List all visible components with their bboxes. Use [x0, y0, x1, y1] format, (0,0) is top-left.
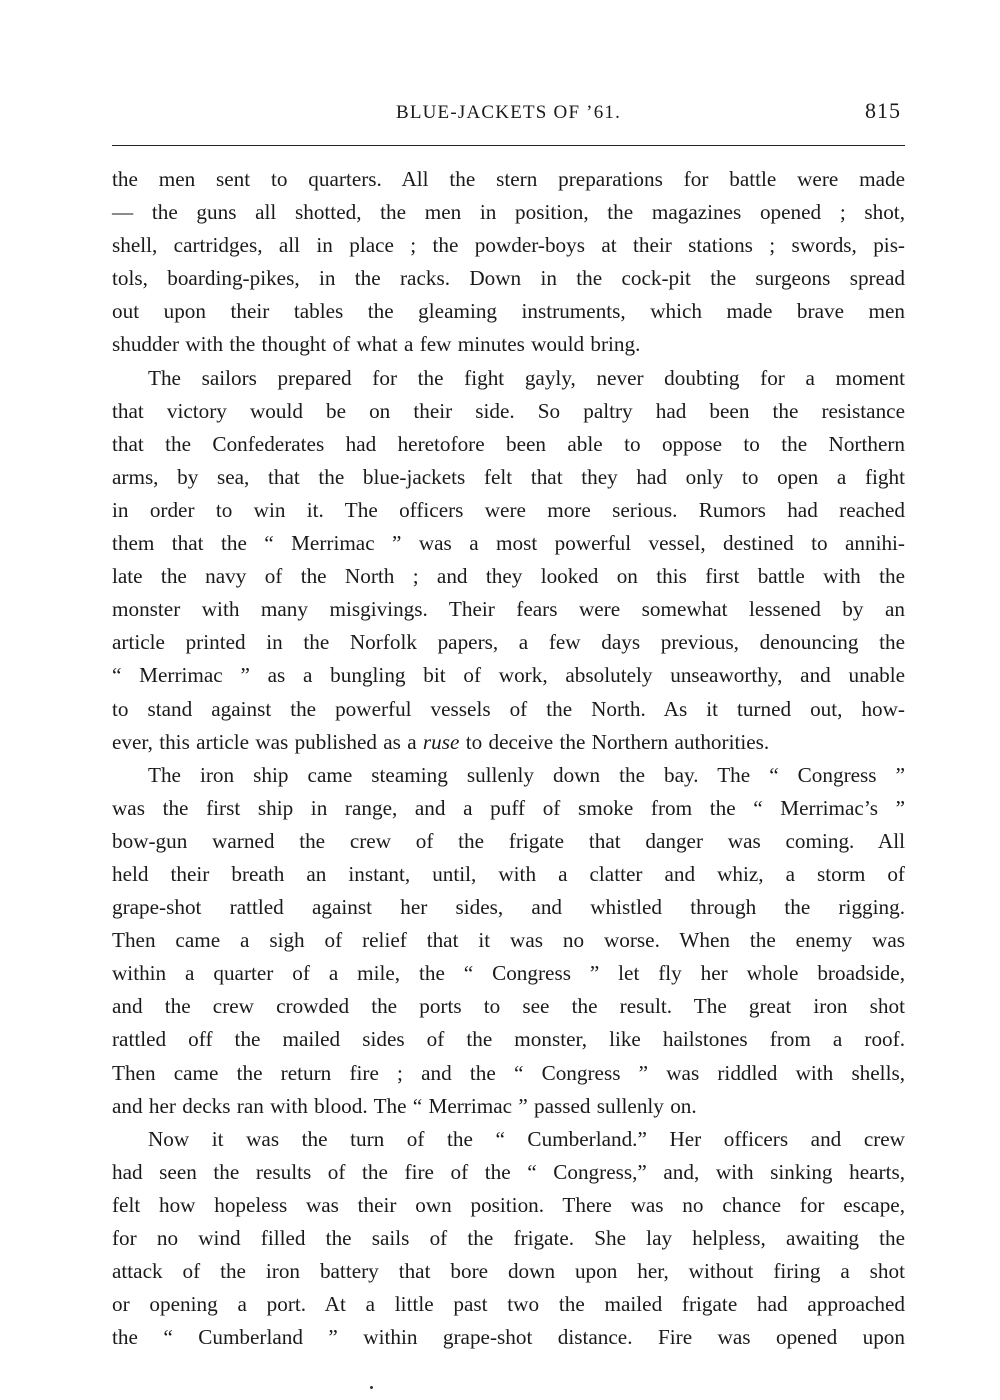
text-line: article printed in the Norfolk papers, a few days previous, denouncing the	[112, 630, 905, 655]
text-line: Then came a sigh of relief that it was no worse. When the enemy was	[112, 928, 905, 953]
text-line: tols, boarding-pikes, in the racks. Down in the cock-pit the surgeons spread	[112, 266, 905, 291]
text-line: shudder with the thought of what a few minutes would bring.	[112, 332, 641, 357]
text-line: The sailors prepared for the fight gayly, never doubting for a moment	[148, 365, 905, 390]
text-line: had seen the results of the fire of the “ Congress,” and, with sinking hearts,	[112, 1159, 905, 1184]
text-line	[112, 726, 905, 759]
text-line: felt how hopeless was their own position. There was no chance for escape,	[112, 1192, 905, 1217]
text-line: monster with many misgivings. Their fears were somewhat lessened by an	[112, 597, 905, 622]
page-number: 815	[865, 98, 901, 123]
text-line: The iron ship came steaming sullenly down the bay. The “ Congress ”	[148, 762, 905, 787]
text-line: within a quarter of a mile, the “ Congress ” let fly her whole broadside,	[112, 961, 905, 986]
paragraph	[112, 759, 905, 1123]
text-line: — the guns all shotted, the men in position, the magazines opened ; shot,	[112, 200, 905, 225]
text-line: the “ Cumberland ” within grape-shot distance. Fire was opened upon	[112, 1325, 905, 1350]
paragraph	[112, 163, 905, 362]
paragraph	[112, 362, 905, 759]
text-line: shell, cartridges, all in place ; the powder-boys at their stations ; swords, pis-	[112, 233, 905, 258]
text-line: rattled off the mailed sides of the monster, like hailstones from a roof.	[112, 1027, 905, 1052]
text-line: in order to win it. The officers were more serious. Rumors had reached	[112, 497, 905, 522]
text-segment: to deceive the Northern authorities.	[459, 729, 770, 754]
header-rule	[112, 145, 905, 146]
text-line: was the first ship in range, and a puff of smoke from the “ Merrimac’s ”	[112, 795, 905, 820]
text-line: late the navy of the North ; and they looked on this first battle with the	[112, 564, 905, 589]
running-title: BLUE-JACKETS OF ’61.	[395, 102, 622, 123]
text-line: bow-gun warned the crew of the frigate that danger was coming. All	[112, 828, 905, 853]
text-line: out upon their tables the gleaming instruments, which made brave men	[112, 299, 905, 324]
text-line: or opening a port. At a little past two the mailed frigate had approached	[112, 1292, 905, 1317]
text-line: the men sent to quarters. All the stern preparations for battle were made	[112, 167, 905, 191]
text-line: “ Merrimac ” as a bungling bit of work, absolutely unseaworthy, and unable	[112, 663, 905, 688]
text-line: held their breath an instant, until, with a clatter and whiz, a storm of	[112, 861, 905, 886]
running-head	[112, 98, 905, 128]
text-line: attack of the iron battery that bore down upon her, without firing a shot	[112, 1259, 905, 1284]
paragraph	[112, 1123, 905, 1355]
text-line: Then came the return fire ; and the “ Congress ” was riddled with shells,	[112, 1060, 905, 1085]
italic-word: ruse	[422, 729, 460, 754]
text-line: them that the “ Merrimac ” was a most powerful vessel, destined to annihi-	[112, 531, 905, 556]
text-line: to stand against the powerful vessels of the North. As it turned out, how-	[112, 696, 905, 721]
body-text	[112, 163, 905, 1354]
text-line: for no wind filled the sails of the frigate. She lay helpless, awaiting the	[112, 1226, 905, 1250]
text-line: grape-shot rattled against her sides, and whistled through the rigging.	[112, 895, 905, 920]
text-line: that victory would be on their side. So paltry had been the resistance	[112, 398, 905, 423]
text-segment: ever, this article was published as a	[112, 729, 423, 754]
text-line: and her decks ran with blood. The “ Merrimac ” passed sullenly on.	[112, 1093, 697, 1118]
scan-speck	[370, 1386, 373, 1389]
text-line: arms, by sea, that the blue-jackets felt that they had only to open a fight	[112, 464, 905, 489]
text-line: that the Confederates had heretofore been able to oppose to the Northern	[112, 431, 905, 456]
text-line: and the crew crowded the ports to see the result. The great iron shot	[112, 994, 905, 1019]
text-line: Now it was the turn of the “ Cumberland.” Her officers and crew	[148, 1126, 905, 1151]
